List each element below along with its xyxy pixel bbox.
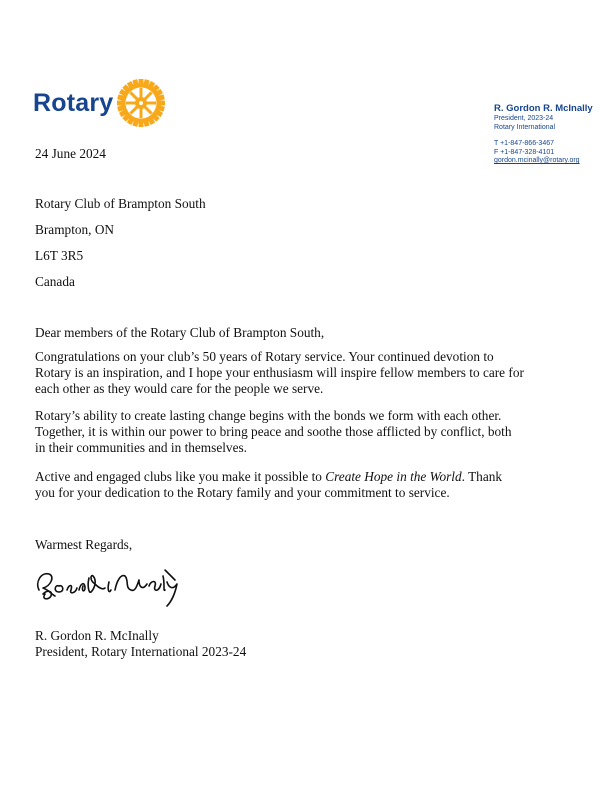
paragraph-3-end: . Thank you for your dedication to the Rotary family and your commitment to service. xyxy=(35,469,503,500)
address-line-3: L6T 3R5 xyxy=(35,248,84,263)
paragraph-active-clubs xyxy=(35,469,525,501)
address-line-1: Rotary Club of Brampton South xyxy=(35,196,206,211)
contact-email-link[interactable]: gordon.mcinally@rotary.org xyxy=(494,156,580,164)
contact-organization: Rotary International xyxy=(494,123,556,131)
contact-fax: F +1-847-328-4101 xyxy=(494,148,555,156)
letter-date: 24 June 2024 xyxy=(35,146,106,161)
sender-contact-block xyxy=(494,103,593,165)
paragraph-3-start: Active and engaged clubs like you make it possible to xyxy=(35,469,326,484)
contact-name: R. Gordon R. McInally xyxy=(494,103,593,114)
handwritten-signature xyxy=(33,560,183,608)
paragraph-congratulations: Congratulations on your club’s 50 years of Rotary service. Your continued devotion to Rotary is an inspiration, and I hope your enthusiasm will inspire fellow members to care for each other as they would care for the people we serve. xyxy=(35,349,524,396)
rotary-wheel-icon xyxy=(116,78,166,128)
rotary-wordmark: Rotary xyxy=(33,88,114,117)
closing: Warmest Regards, xyxy=(35,537,133,552)
address-line-2: Brampton, ON xyxy=(35,222,115,237)
salutation: Dear members of the Rotary Club of Brampton South, xyxy=(35,325,325,340)
contact-title: President, 2023-24 xyxy=(494,115,554,123)
create-hope-phrase: Create Hope in the World xyxy=(325,469,462,484)
paragraph-ability: Rotary’s ability to create lasting change begins with the bonds we form with each other. Together, it is within our power to bring peace and soothe those afflicted by conflict, both in their communities and in themselves. xyxy=(35,408,512,455)
contact-phone: T +1-847-866-3467 xyxy=(494,140,554,148)
signer-title: President, Rotary International 2023-24 xyxy=(35,644,247,659)
signer-name: R. Gordon R. McInally xyxy=(35,628,159,643)
rotary-logo xyxy=(33,78,166,128)
address-line-4: Canada xyxy=(35,274,75,289)
